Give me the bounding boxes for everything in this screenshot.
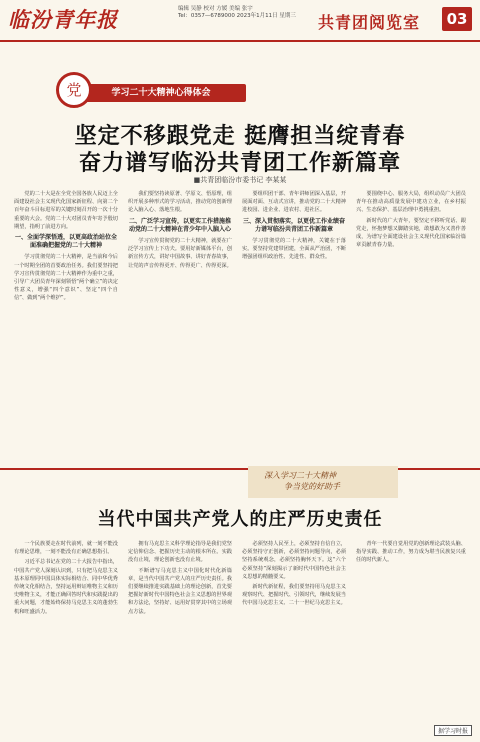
article2-column-3 <box>242 540 346 730</box>
article1-column-3 <box>242 190 346 462</box>
section-title: 共青团阅览室 <box>318 13 421 32</box>
paragraph: 青年一代要自觉用党的创新理论武装头脑、指导实践、推动工作，努力成为堪当民族复兴重任的时代新人。 <box>356 541 466 564</box>
article1-column-2 <box>128 190 232 462</box>
paragraph: 党的二十大是在全党全国各族人民迈上全面建设社会主义现代化国家新征程、向第二个百年奋斗目标进军的关键时刻召开的一次十分重要的大会。党的二十大对团员青年寄予殷切期望，指明了前进方向。 <box>14 191 118 230</box>
paragraph: 新时代的广大青年，要坚定不移听党话、跟党走，怀抱梦想又脚踏实地，敢想敢为又善作善成，为谱写全面建设社会主义现代化国家临汾篇章贡献青春力量。 <box>356 217 466 249</box>
section-divider <box>0 468 480 470</box>
headline-line2: 奋力谱写临汾共青团工作新篇章 <box>78 150 401 176</box>
article1-column-4 <box>356 190 466 462</box>
editor-line: 编辑 吴静 校对 方媛 美编 张宇 <box>178 6 253 12</box>
masthead <box>0 0 480 42</box>
paragraph: 要围绕中心、服务大局，组织动员广大团员青年在推动高质量发展中建功立业，在乡村振兴、生态保护、基层治理中勇挑重担。 <box>356 191 466 214</box>
column-banner: 学习二十大精神心得体会 <box>76 84 246 102</box>
paragraph: 一个民族要走在时代前列，就一刻不能没有理论思维，一刻不能没有正确思想指引。 <box>14 541 118 556</box>
paragraph: 拥有马克思主义科学理论指导是我们党坚定信仰信念、把握历史主动的根本所在。实践没有止境，理论创新也没有止境。 <box>128 541 232 564</box>
paragraph: 学习宣传贯彻党的二十大精神，就要在广泛学习宣传上下功夫。要用好新媒体平台，创新宣传方式，讲好中国故事、讲好青春故事，让党的声音传得更开、传得更广、传得更深。 <box>128 238 232 269</box>
ribbon-line2: 争当党的好助手 <box>284 482 340 491</box>
article2-headline: 当代中国共产党人的庄严历史责任 <box>97 509 383 530</box>
subheading: 一、全面学深悟透，以更高政治站位全面准确把握党的二十大精神 <box>14 234 117 250</box>
article1-column-1 <box>14 190 118 462</box>
source-note: 据学习时报 <box>434 725 472 736</box>
edition-meta <box>178 6 338 20</box>
byline: ■共青团临汾市委书记 李某某 <box>193 176 287 184</box>
paragraph: 要组织团干部、青年讲师团深入基层，开展面对面、互动式宣讲，推动党的二十大精神进校园、进企业、进农村、进社区。 <box>242 191 346 214</box>
paragraph: 学习贯彻党的二十大精神，是当前和今后一个时期全团的首要政治任务。我们要坚持把学习宣传贯彻党的二十大精神作为重中之重，引导广大团员青年深刻领悟“两个确立”的决定性意义，增强“四个意识”、坚定“四个自信”、做到“两个维护”。 <box>14 254 118 302</box>
headline-line1: 坚定不移跟党走 挺膺担当绽青春 <box>74 123 406 149</box>
page-number: 03 <box>442 7 472 31</box>
paragraph: 不断谱写马克思主义中国化时代化新篇章，是当代中国共产党人的庄严历史责任。我们要继续推进实践基础上的理论创新，首先要把握好新时代中国特色社会主义思想的世界观和方法论，坚持好、运用好贯穿其中的立场观点方法。 <box>128 567 232 615</box>
party-emblem-icon: 党 <box>56 72 92 108</box>
newspaper-logo: 临汾青年报 <box>8 7 118 32</box>
subheading: 三、深入贯彻落实，以更优工作业绩奋力谱写临汾共青团工作新篇章 <box>242 217 345 233</box>
paragraph: 新时代新征程，我们要坚持用马克思主义观察时代、把握时代、引领时代，继续发展当代中国马克思主义、二十一世纪马克思主义。 <box>242 584 346 607</box>
article2-column-2 <box>128 540 232 730</box>
ribbon-line1: 深入学习二十大精神 <box>264 471 336 480</box>
paragraph: 必须坚持人民至上，必须坚持自信自立，必须坚持守正创新，必须坚持问题导向，必须坚持系统观念，必须坚持胸怀天下。这“六个必须坚持”深刻揭示了新时代中国特色社会主义思想的精髓要义。 <box>242 541 346 580</box>
subheading: 二、广泛学习宣传，以更实工作措施推动党的二十大精神在青少年中入脑入心 <box>128 217 231 233</box>
paragraph: 我们要坚持读原著、学原文、悟原理，组织开展多种形式的学习活动，推动党的创新理论入脑入心、落地生根。 <box>128 191 232 214</box>
column-ribbon <box>264 470 386 492</box>
paragraph: 学习贯彻党的二十大精神，关键在于落实。要坚持党建带团建，全面从严治团，不断增强团组织政治性、先进性、群众性。 <box>242 238 346 261</box>
date-line: Tel：0357—6789000 2023年1月11日 星期三 <box>178 13 296 19</box>
paragraph: 习近平总书记在党的二十大报告中指出，中国共产党人深刻认识到，只有把马克思主义基本原理同中国具体实际相结合、同中华优秀传统文化相结合，坚持运用辩证唯物主义和历史唯物主义，才能正确回答时代和实践提出的重大问题，才能始终保持马克思主义的蓬勃生机和旺盛活力。 <box>14 559 118 615</box>
article2-column-1 <box>14 540 118 730</box>
article2-column-4 <box>356 540 466 718</box>
